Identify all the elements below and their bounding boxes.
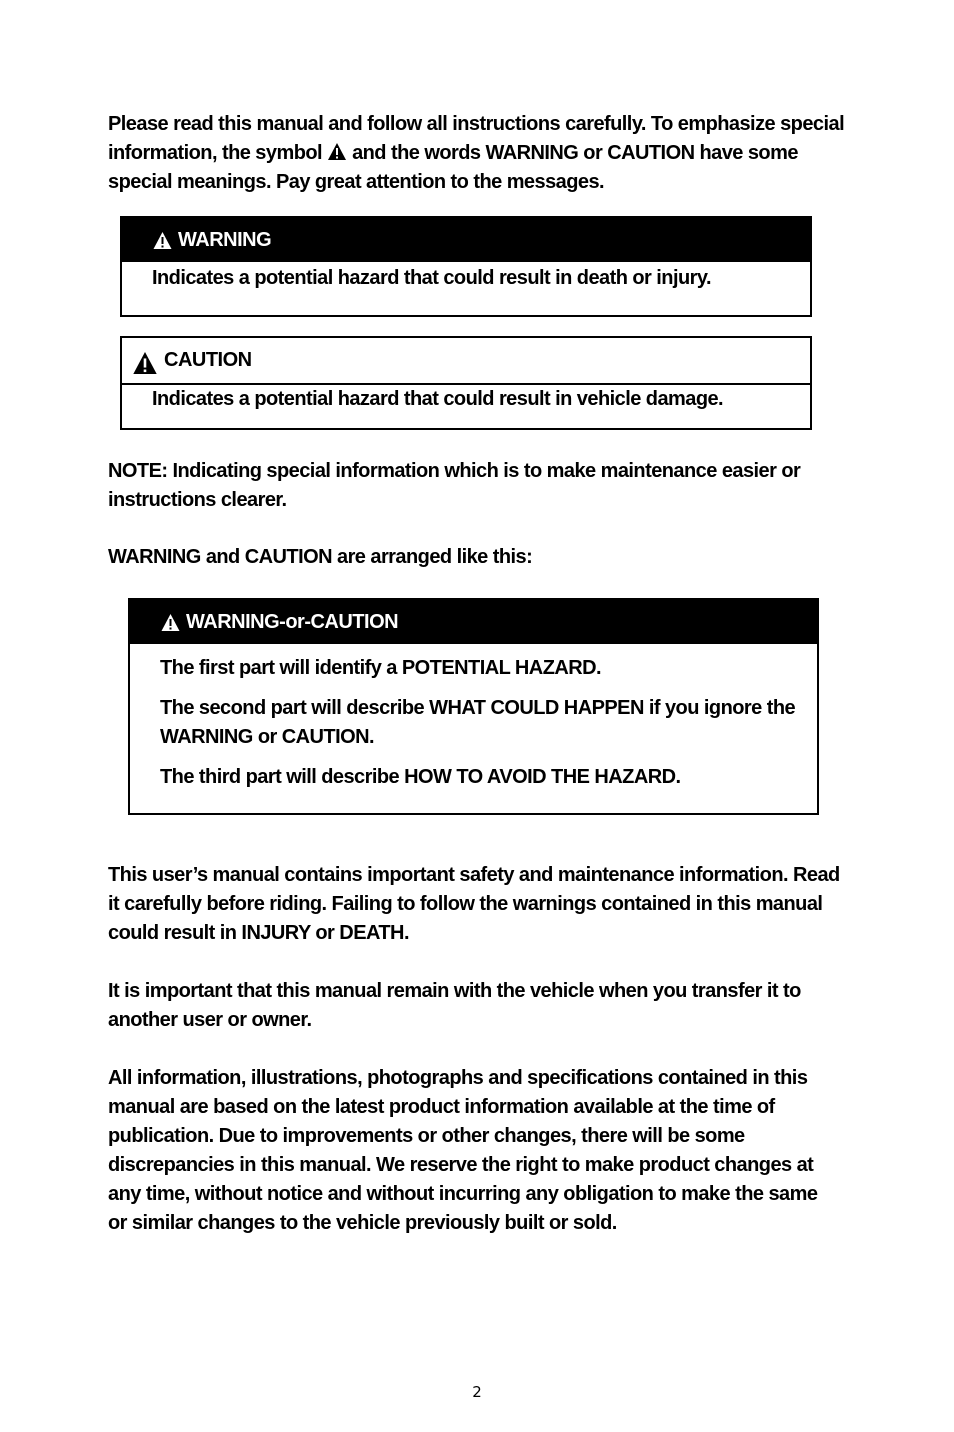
warning-text: Indicates a potential hazard that could result in death or injury.	[152, 267, 711, 289]
example-line-3: The third part will describe HOW TO AVOID THE HAZARD.	[160, 766, 681, 788]
warning-box-header	[122, 218, 810, 262]
warning-triangle-icon	[132, 350, 158, 376]
example-box-body	[130, 644, 817, 792]
transfer-paragraph: It is important that this manual remain with the vehicle when you transfer it to another user or owner.	[108, 980, 801, 1031]
example-line-2: The second part will describe WHAT COULD HAPPEN if you ignore the WARNING or CAUTION.	[160, 697, 796, 748]
caution-label: CAUTION	[164, 349, 252, 371]
intro-paragraph	[108, 110, 848, 197]
caution-text: Indicates a potential hazard that could result in vehicle damage.	[152, 388, 724, 410]
safety-paragraph: This user’s manual contains important safety and maintenance information. Read it carefully before riding. Failing to follow the warnings contained in this manual could result in INJURY or DEATH.	[108, 864, 840, 944]
warning-label: WARNING	[178, 228, 272, 251]
warning-triangle-icon	[152, 231, 173, 250]
example-box	[128, 598, 819, 815]
intro-after-symbol: and the words WARNING or CAUTION have some special meanings. Pay great attention to the messages.	[108, 142, 798, 193]
example-line-1: The first part will identify a POTENTIAL HAZARD.	[160, 657, 602, 679]
intro-before-symbol: Please read this manual and follow all instructions carefully. To emphasize special information, the symbol	[108, 113, 845, 164]
example-box-header	[130, 600, 817, 644]
example-label: WARNING-or-CAUTION	[186, 610, 399, 633]
arranged-intro: WARNING and CAUTION are arranged like this:	[108, 546, 533, 568]
warning-triangle-icon	[160, 613, 181, 632]
warning-box-body	[122, 262, 810, 293]
warning-triangle-icon	[327, 142, 347, 161]
caution-box-header	[122, 338, 810, 385]
warning-box	[120, 216, 812, 317]
disclaimer-paragraph: All information, illustrations, photographs and specifications contained in this manual are based on the latest product information available at the time of publication. Due to improvements or other changes, there will be some discrepancies in this manual. We reserve the right to make product changes at any time, without notice and without incurring any obligation to make the same or similar changes to the vehicle previously built or sold.	[108, 1067, 818, 1234]
note-paragraph: NOTE: Indicating special information which is to make maintenance easier or instructions clearer.	[108, 460, 801, 511]
page-number: 2	[472, 1383, 482, 1401]
caution-box	[120, 336, 812, 430]
caution-box-body	[122, 385, 810, 414]
